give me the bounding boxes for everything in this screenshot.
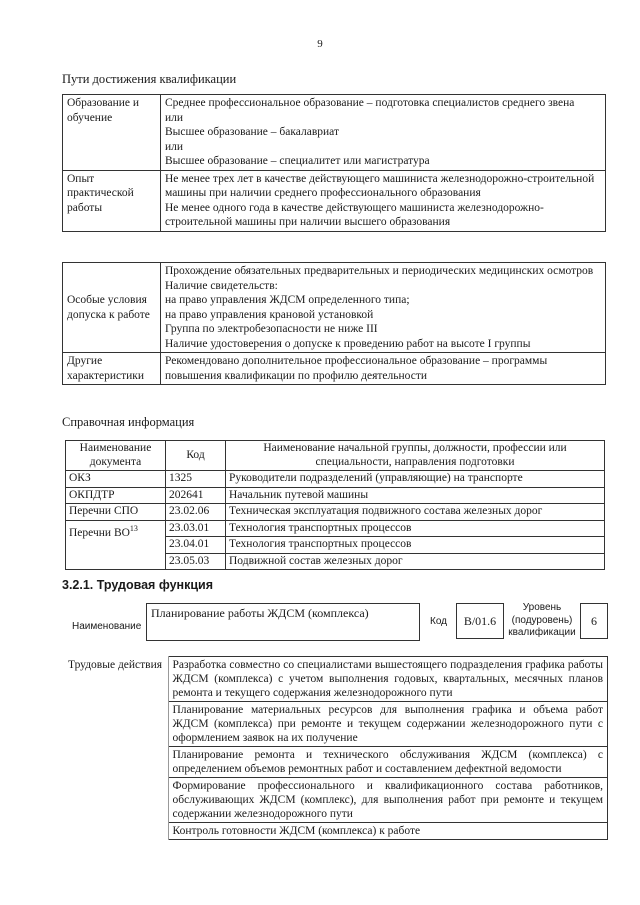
labor-action-item: Планирование материальных ресурсов для выполнения графика и объема работ ЖДСМ (комплекса) при ремонте и текущем содержании железнодорожного пути с оформлением заявок на их получение	[168, 702, 608, 747]
qualification-paths-table	[62, 94, 606, 232]
function-name-box: Планирование работы ЖДСМ (комплекса)	[146, 603, 420, 641]
row-label: Опыт практической работы	[63, 170, 161, 231]
vo-label: Перечни ВО	[69, 526, 130, 539]
cell-name: Начальник путевой машины	[226, 487, 605, 504]
cell-doc: Перечни СПО	[66, 504, 166, 521]
table-row	[63, 95, 606, 171]
labor-actions-table	[64, 656, 608, 840]
cell-doc	[66, 520, 166, 570]
text-line: Наличие удостоверения о допуске к проведению работ на высоте I группы	[165, 337, 531, 350]
table-row	[66, 504, 605, 521]
conditions-table	[62, 262, 606, 385]
level-label: Уровень (подуровень) квалификации	[508, 602, 576, 638]
table-header-row	[66, 441, 605, 471]
text-line: Прохождение обязательных предварительных и периодических медицинских осмотров	[165, 265, 594, 277]
text-line: Группа по электробезопасности не ниже III	[165, 323, 378, 335]
labor-action-item: Разработка совместно со специалистами вышестоящего подразделения графика работы ЖДСМ (комплекса) с учетом выполнения годовых, квартальных, месячных планов ремонта и текущего содержания железнодорожного пути	[168, 657, 608, 702]
labor-actions-label: Трудовые действия	[64, 657, 168, 840]
labor-function-title: 3.2.1. Трудовая функция	[62, 578, 214, 592]
cell-name: Технология транспортных процессов	[226, 537, 605, 554]
cell-code: 1325	[166, 471, 226, 488]
code-label: Код	[430, 616, 448, 627]
table-row	[64, 657, 608, 702]
table-row	[63, 353, 606, 385]
table-row	[66, 471, 605, 488]
cell-doc: ОКЗ	[66, 471, 166, 488]
footnote-ref: 13	[129, 523, 138, 533]
code-box: B/01.6	[456, 603, 504, 639]
cell-name: Технология транспортных процессов	[226, 520, 605, 537]
qualification-paths-title: Пути достижения квалификации	[62, 72, 237, 86]
header-doc: Наименование документа	[66, 441, 166, 471]
table-row	[66, 487, 605, 504]
text-line: или	[165, 111, 184, 124]
cell-name: Руководители подразделений (управляющие) на транспорте	[226, 471, 605, 488]
cell-code: 23.02.06	[166, 504, 226, 521]
cell-code: 23.04.01	[166, 537, 226, 554]
text-line: на право управления ЖДСМ определенного типа;	[165, 294, 410, 306]
row-label: Особые условия допуска к работе	[63, 263, 161, 353]
text-line: Высшее образование – бакалавриат	[165, 126, 339, 138]
reference-title: Справочная информация	[62, 415, 195, 429]
text-line: Рекомендовано дополнительное профессиональное образование – программы повышения квалификации по профилю деятельности	[165, 355, 548, 382]
header-code: Код	[166, 441, 226, 471]
labor-action-item: Контроль готовности ЖДСМ (комплекса) к работе	[168, 823, 608, 840]
cell-name: Подвижной состав железных дорог	[226, 553, 605, 570]
function-name-label: Наименование	[72, 621, 142, 632]
header-name: Наименование начальной группы, должности, профессии или специальности, направления подготовки	[226, 441, 605, 471]
table-row	[63, 170, 606, 231]
text-line: Среднее профессиональное образование – подготовка специалистов среднего звена	[165, 97, 575, 109]
row-content	[161, 353, 606, 385]
cell-doc: ОКПДТР	[66, 487, 166, 504]
text-line: Не менее одного года в качестве действующего машиниста железнодорожно-строительной машины при наличии высшего образования	[165, 201, 544, 228]
labor-action-item: Формирование профессионального и квалификационного состава работников, обслуживающих ЖДСМ (комплекс), для выполнения работ при ремонте и текущем содержании железнодорожного пути	[168, 778, 608, 823]
cell-name: Техническая эксплуатация подвижного состава железных дорог	[226, 504, 605, 521]
cell-code: 23.03.01	[166, 520, 226, 537]
cell-code: 23.05.03	[166, 553, 226, 570]
text-line: Не менее трех лет в качестве действующего машиниста железнодорожно-строительной машины при наличии среднего профессионального образования	[165, 172, 595, 199]
row-content	[161, 170, 606, 231]
row-label: Другие характеристики	[63, 353, 161, 385]
table-row	[66, 520, 605, 537]
row-content	[161, 263, 606, 353]
row-content	[161, 95, 606, 171]
page-number: 9	[317, 38, 323, 50]
text-line: Высшее образование – специалитет или магистратура	[165, 155, 430, 167]
text-line: Наличие свидетельств:	[165, 279, 278, 292]
row-label: Образование и обучение	[63, 95, 161, 171]
reference-table	[65, 440, 605, 570]
table-row	[63, 263, 606, 353]
cell-code: 202641	[166, 487, 226, 504]
labor-action-item: Планирование ремонта и технического обслуживания ЖДСМ (комплекса) с определением объемов ремонтных работ и составлением дефектной ведомости	[168, 747, 608, 778]
text-line: или	[165, 140, 184, 153]
level-box: 6	[580, 603, 608, 639]
text-line: на право управления крановой установкой	[165, 308, 374, 321]
